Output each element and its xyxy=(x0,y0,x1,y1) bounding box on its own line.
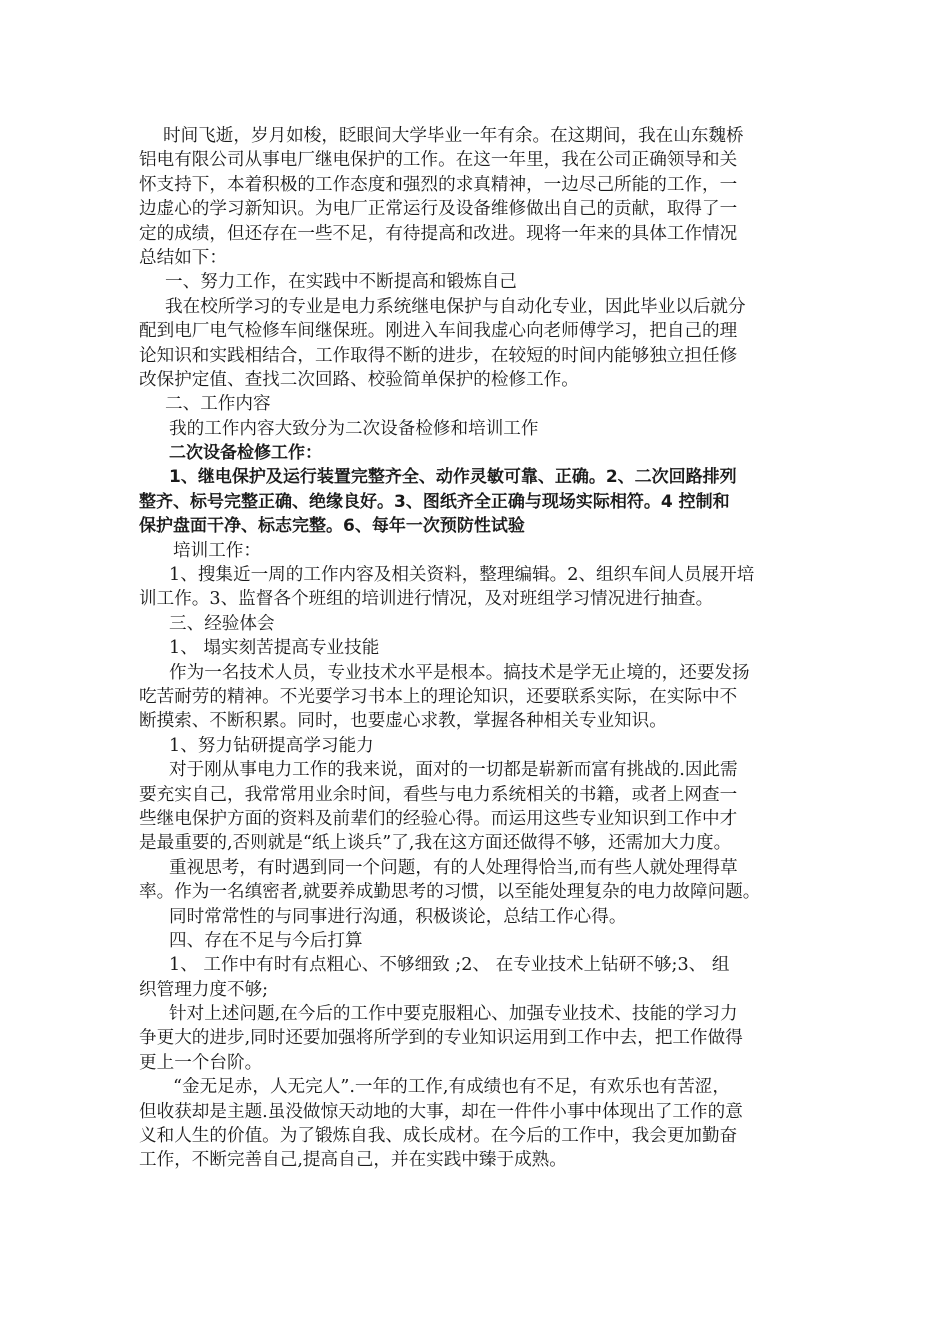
text-line: 1、继电保护及运行装置完整齐全、动作灵敏可靠、正确。2、二次回路排列 xyxy=(169,467,737,488)
text-line: 1、 塌实刻苦提高专业技能 xyxy=(169,638,380,659)
text-line: 对于刚从事电力工作的我来说，面对的一切都是崭新而富有挑战的.因此需 xyxy=(169,760,738,781)
text-line: 论知识和实践相结合，工作取得不断的进步，在较短的时间内能够独立担任修 xyxy=(139,345,738,366)
text-line: 怀支持下，本着积极的工作态度和强烈的求真精神，一边尽己所能的工作，一 xyxy=(139,174,738,195)
text-line: 同时常常性的与同事进行沟通，积极谈论，总结工作心得。 xyxy=(169,906,627,927)
text-line: 时间飞逝，岁月如梭，眨眼间大学毕业一年有余。在这期间，我在山东魏桥 xyxy=(163,126,744,146)
text-line: 二次设备检修工作： xyxy=(169,443,322,464)
text-line: 1、 工作中有时有点粗心、不够细致 ;2、 在专业技术上钻研不够;3、 组 xyxy=(169,955,730,976)
text-line: 我的工作内容大致分为二次设备检修和培训工作 xyxy=(169,418,539,439)
text-line: 要充实自己，我常常用业余时间，看些与电力系统相关的书籍，或者上网查一 xyxy=(139,784,738,805)
text-line: 保护盘面干净、标志完整。6、每年一次预防性试验 xyxy=(139,516,525,537)
text-line: 更上一个台阶。 xyxy=(139,1052,263,1073)
document-body xyxy=(139,124,824,1173)
text-line: 是最重要的,否则就是“纸上谈兵”了,我在这方面还做得不够，还需加大力度。 xyxy=(139,833,732,854)
text-line: 断摸索、不断积累。同时，也要虚心求教，掌握各种相关专业知识。 xyxy=(139,711,667,732)
text-line: 训工作。3、监督各个班组的培训进行情况，及对班组学习情况进行抽查。 xyxy=(139,589,714,610)
text-line: 1、努力钻研提高学习能力 xyxy=(169,735,374,756)
text-line: 整齐、标号完整正确、绝缘良好。3、图纸齐全正确与现场实际相符。4 控制和 xyxy=(139,491,730,512)
text-line: 我在校所学习的专业是电力系统继电保护与自动化专业，因此毕业以后就分 xyxy=(165,296,746,317)
text-line: 重视思考，有时遇到同一个问题，有的人处理得恰当,而有些人就处理得草 xyxy=(169,857,738,878)
text-line: 争更大的进步,同时还要加强将所学到的专业知识运用到工作中去，把工作做得 xyxy=(139,1028,743,1049)
text-line: 定的成绩，但还存在一些不足，有待提高和改进。现将一年来的具体工作情况 xyxy=(139,223,738,244)
text-line: 二、工作内容 xyxy=(165,394,271,415)
text-line: 总结如下： xyxy=(139,247,227,268)
text-line: 作为一名技术人员，专业技术水平是根本。搞技术是学无止境的，还要发扬 xyxy=(169,662,750,683)
text-line: 边虚心的学习新知识。为电厂正常运行及设备维修做出自己的贡献，取得了一 xyxy=(139,199,738,220)
text-line: 针对上述问题,在今后的工作中要克服粗心、加强专业技术、技能的学习力 xyxy=(169,1004,738,1025)
text-line: 义和人生的价值。为了锻炼自我、成长成材。在今后的工作中，我会更加勤奋 xyxy=(139,1126,738,1147)
text-line: 但收获却是主题.虽没做惊天动地的大事，却在一件件小事中体现出了工作的意 xyxy=(139,1101,743,1122)
text-line: 三、经验体会 xyxy=(169,613,275,634)
text-line: 些继电保护方面的资料及前辈们的经验心得。而运用这些专业知识到工作中才 xyxy=(139,808,738,829)
text-line: 率。作为一名缜密者,就要养成勤思考的习惯，以至能处理复杂的电力故障问题。 xyxy=(139,882,761,903)
text-line: 配到电厂电气检修车间继保班。刚进入车间我虚心向老师傅学习，把自己的理 xyxy=(139,321,738,342)
text-line: 工作，不断完善自己,提高自己，并在实践中臻于成熟。 xyxy=(139,1150,567,1171)
text-line: 改保护定值、查找二次回路、校验简单保护的检修工作。 xyxy=(139,369,579,390)
text-line: 四、存在不足与今后打算 xyxy=(169,930,363,951)
text-line: “金无足赤，人无完人”.一年的工作,有成绩也有不足，有欢乐也有苦涩， xyxy=(173,1077,730,1098)
text-line: 铝电有限公司从事电厂继电保护的工作。在这一年里，我在公司正确领导和关 xyxy=(139,150,738,171)
text-line: 培训工作： xyxy=(173,540,261,561)
text-line: 一、努力工作，在实践中不断提高和锻炼自己 xyxy=(165,272,517,293)
text-line: 吃苦耐劳的精神。不光要学习书本上的理论知识，还要联系实际，在实际中不 xyxy=(139,686,738,707)
text-line: 织管理力度不够; xyxy=(139,979,269,1000)
text-line: 1、搜集近一周的工作内容及相关资料，整理编辑。2、组织车间人员展开培 xyxy=(169,565,755,586)
